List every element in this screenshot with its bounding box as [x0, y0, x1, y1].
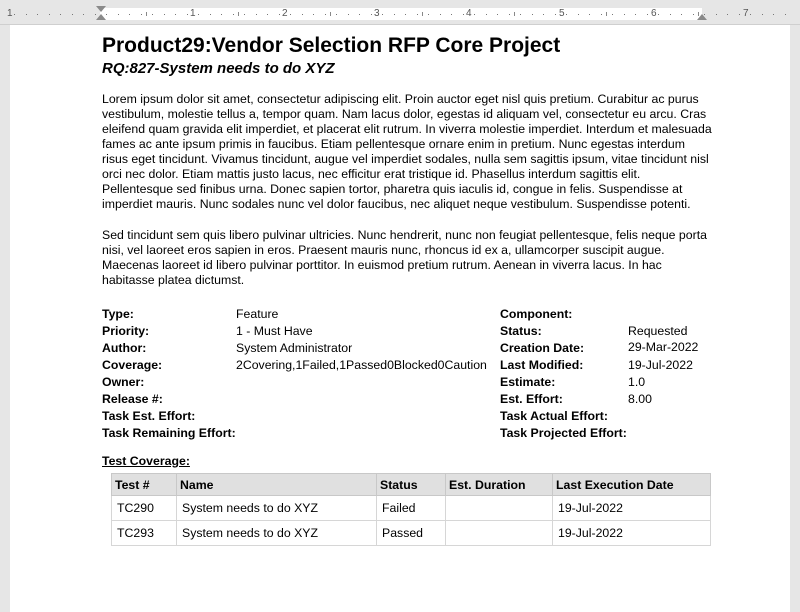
ruler-dot — [290, 14, 291, 15]
ruler-dot — [624, 14, 625, 15]
ruler-dot — [578, 14, 579, 15]
ruler-dot — [405, 14, 406, 15]
ruler-dot — [26, 14, 27, 15]
ruler-dot — [129, 14, 130, 15]
ruler-tick — [422, 12, 423, 16]
table-header-row — [112, 474, 711, 496]
ruler-dot — [670, 14, 671, 15]
ruler-dot — [681, 14, 682, 15]
ruler-dot — [486, 14, 487, 15]
property-label: Creation Date: — [500, 341, 585, 355]
ruler-number: 5 — [559, 8, 565, 19]
ruler-dot — [440, 14, 441, 15]
ruler-number: 1 — [190, 8, 196, 19]
requirement-heading: RQ:827-System needs to do XYZ — [102, 60, 335, 77]
description-paragraph: Lorem ipsum dolor sit amet, consectetur adipiscing elit. Proin auctor eget nisl quis pretium. Curabitur ac purus vestibulum, molestie tellus a, tempor quam. Nam lacus dolor, egestas id aliquam vel, consectetur eu arcu. Cras eleifend quam gravida elit imperdiet, et placerat elit rutrum. In viverra molestie imperdiet. Interdum et malesuada fames ac ante ipsum primis in faucibus. Etiam pellentesque ornare enim in pretium. Nunc egestas interdum risus eget tincidunt. Vivamus tincidunt, augue vel imperdiet sodales, nulla sem sagittis ipsum, vitae tincidunt nisl orci nec dolor. Etiam mattis justo lacus, nec efficitur erat tristique id. Phasellus interdum sagittis elit. Pellentesque sed finibus urna. Donec sapien tortor, pharetra quis iaculis id, congue in felis. Suspendisse at imperdiet mauris. Nunc sodales nunc vel dolor faucibus, nec aliquet neque vestibulum. Suspendisse potenti. — [102, 92, 712, 211]
ruler-number: 6 — [651, 8, 657, 19]
ruler-dot — [451, 14, 452, 15]
ruler-dot — [83, 14, 84, 15]
table-cell: TC293 — [112, 521, 177, 546]
ruler-dot — [233, 14, 234, 15]
ruler-dot — [773, 14, 774, 15]
ruler-dot — [256, 14, 257, 15]
ruler-dot — [647, 14, 648, 15]
column-header: Status — [377, 474, 446, 496]
ruler-number: 4 — [466, 8, 472, 19]
properties-row — [102, 408, 712, 425]
properties-row — [102, 340, 712, 357]
property-value — [236, 374, 500, 391]
test-coverage-heading: Test Coverage: — [102, 454, 190, 468]
ruler-dot — [382, 14, 383, 15]
document-content — [102, 33, 712, 546]
ruler-dot — [210, 14, 211, 15]
ruler-number: 7 — [743, 8, 749, 19]
property-value — [628, 408, 712, 425]
ruler-tick — [606, 12, 607, 16]
ruler-dot — [359, 14, 360, 15]
properties-row — [102, 425, 712, 441]
property-label: Priority: — [102, 324, 150, 338]
column-header: Name — [177, 474, 377, 496]
property-value: 2Covering,1Failed,1Passed0Blocked0Caution — [236, 358, 487, 372]
ruler-dot — [14, 14, 15, 15]
table-cell: Passed — [377, 521, 446, 546]
table-cell: TC290 — [112, 496, 177, 521]
properties-table — [102, 306, 712, 441]
ruler-dot — [612, 14, 613, 15]
ruler-tick — [146, 12, 147, 16]
ruler-tick — [238, 12, 239, 16]
table-row — [112, 521, 711, 546]
ruler-dot — [474, 14, 475, 15]
ruler-dot — [336, 14, 337, 15]
ruler-dot — [49, 14, 50, 15]
ruler-dot — [95, 14, 96, 15]
horizontal-ruler — [0, 0, 800, 25]
property-value: Requested — [628, 324, 688, 338]
ruler-dot — [244, 14, 245, 15]
property-value: 1.0 — [628, 375, 646, 389]
table-cell: System needs to do XYZ — [177, 521, 377, 546]
table-cell: Failed — [377, 496, 446, 521]
property-label: Type: — [102, 307, 134, 321]
ruler-number: 3 — [374, 8, 380, 19]
description-paragraph: Sed tincidunt sem quis libero pulvinar ultricies. Nunc hendrerit, nunc non feugiat pellentesque, felis neque porta nisi, vel laoreet eros sapien in eros. Praesent mauris nunc, rhoncus id ex a, ullamcorper suscipit augue. Maecenas laoreet id libero pulvinar porttitor. In euismod pretium rutrum. Aenean in viverra lacus. In hac habitasse platea dictumst. — [102, 228, 707, 287]
ruler-dot — [72, 14, 73, 15]
ruler-tick — [514, 12, 515, 16]
property-value — [236, 408, 500, 425]
ruler-dot — [463, 14, 464, 15]
property-value: Feature — [236, 307, 279, 321]
ruler-dot — [566, 14, 567, 15]
ruler-dot — [785, 14, 786, 15]
property-value — [236, 391, 500, 408]
property-label: Release #: — [102, 392, 163, 406]
property-label: Task Actual Effort: — [500, 409, 608, 423]
ruler-dot — [325, 14, 326, 15]
ruler-dot — [106, 14, 107, 15]
ruler-dot — [750, 14, 751, 15]
ruler-dot — [175, 14, 176, 15]
ruler-dot — [520, 14, 521, 15]
property-label: Owner: — [102, 375, 145, 389]
ruler-dot — [762, 14, 763, 15]
table-cell: System needs to do XYZ — [177, 496, 377, 521]
ruler-dot — [302, 14, 303, 15]
ruler-dot — [141, 14, 142, 15]
ruler-dot — [371, 14, 372, 15]
ruler-dot — [428, 14, 429, 15]
ruler-dot — [555, 14, 556, 15]
ruler-number: 1 — [7, 8, 13, 19]
ruler-dot — [543, 14, 544, 15]
ruler-dot — [417, 14, 418, 15]
ruler-dot — [589, 14, 590, 15]
left-indent-marker[interactable] — [96, 14, 106, 20]
ruler-dot — [221, 14, 222, 15]
table-cell: 19-Jul-2022 — [553, 496, 711, 521]
ruler-number: 2 — [282, 8, 288, 19]
property-label: Last Modified: — [500, 358, 584, 372]
property-value: System Administrator — [236, 341, 353, 355]
ruler-dot — [716, 14, 717, 15]
ruler-dot — [60, 14, 61, 15]
ruler-dot — [348, 14, 349, 15]
property-label: Task Projected Effort: — [500, 426, 627, 440]
property-value — [236, 425, 500, 441]
ruler-dot — [152, 14, 153, 15]
ruler-dot — [267, 14, 268, 15]
ruler-dot — [704, 14, 705, 15]
right-indent-marker[interactable] — [697, 14, 707, 20]
property-label: Coverage: — [102, 358, 163, 372]
properties-row — [102, 374, 712, 391]
column-header: Test # — [112, 474, 177, 496]
property-value — [628, 306, 712, 323]
column-header: Est. Duration — [446, 474, 553, 496]
ruler-dot — [164, 14, 165, 15]
property-value: 1 - Must Have — [236, 324, 313, 338]
property-label: Estimate: — [500, 375, 556, 389]
ruler-dot — [532, 14, 533, 15]
properties-row — [102, 323, 712, 340]
property-label: Component: — [500, 307, 573, 321]
document-page[interactable] — [10, 25, 790, 612]
ruler-dot — [313, 14, 314, 15]
ruler-dot — [394, 14, 395, 15]
ruler-dot — [635, 14, 636, 15]
ruler-dot — [37, 14, 38, 15]
ruler-tick — [330, 12, 331, 16]
table-row — [112, 496, 711, 521]
ruler-dot — [497, 14, 498, 15]
property-label: Est. Effort: — [500, 392, 563, 406]
ruler-dot — [727, 14, 728, 15]
document-title: Product29:Vendor Selection RFP Core Project — [102, 34, 561, 57]
column-header: Last Execution Date — [553, 474, 711, 496]
ruler-dot — [118, 14, 119, 15]
table-cell — [446, 496, 553, 521]
ruler-dot — [198, 14, 199, 15]
test-coverage-table — [111, 473, 711, 546]
table-cell — [446, 521, 553, 546]
ruler-dot — [187, 14, 188, 15]
property-value: 29-Mar-2022 — [628, 340, 699, 354]
property-label: Author: — [102, 341, 147, 355]
ruler-dot — [509, 14, 510, 15]
property-value: 8.00 — [628, 392, 652, 406]
properties-row — [102, 391, 712, 408]
table-cell: 19-Jul-2022 — [553, 521, 711, 546]
first-line-indent-marker[interactable] — [96, 6, 106, 12]
ruler-dot — [601, 14, 602, 15]
property-label: Task Remaining Effort: — [102, 426, 236, 440]
properties-row — [102, 357, 712, 374]
property-value — [628, 425, 712, 441]
property-label: Task Est. Effort: — [102, 409, 196, 423]
ruler-dot — [693, 14, 694, 15]
property-value: 19-Jul-2022 — [628, 358, 693, 372]
property-label: Status: — [500, 324, 542, 338]
ruler-dot — [658, 14, 659, 15]
ruler-dot — [279, 14, 280, 15]
ruler-dot — [739, 14, 740, 15]
properties-row — [102, 306, 712, 323]
